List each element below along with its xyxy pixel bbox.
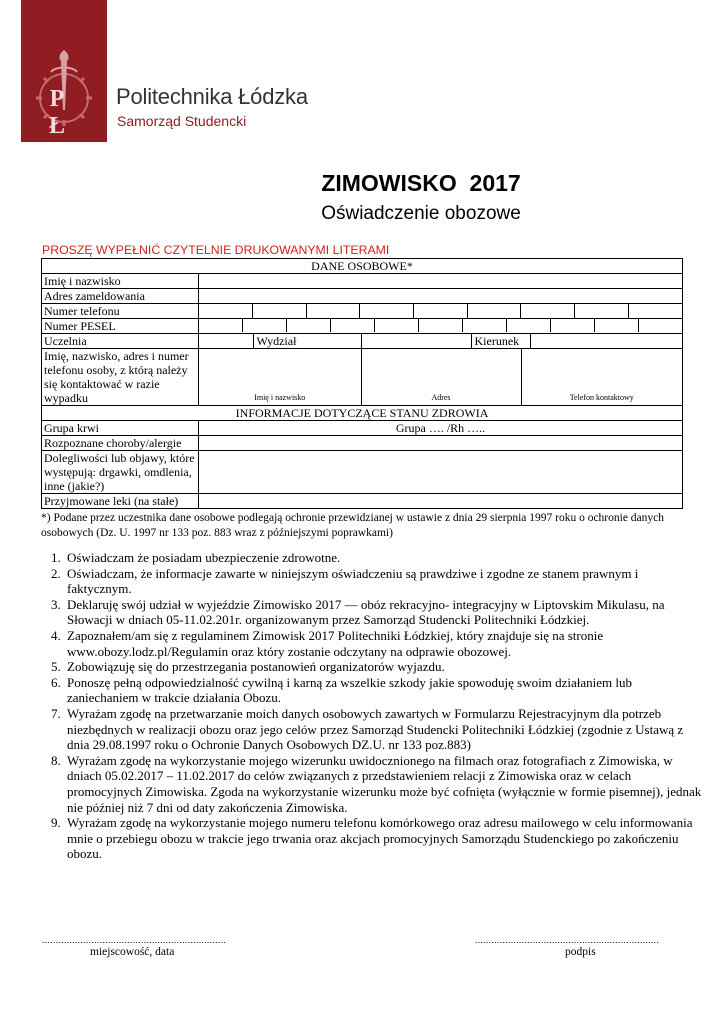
phone-label: Numer telefonu — [42, 304, 199, 319]
blood-type-value: Grupa …. /Rh ….. — [395, 421, 486, 435]
document-subtitle-text: Oświadczenie obozowe — [321, 203, 521, 224]
pesel-digit-box[interactable] — [594, 319, 638, 332]
phone-digit-box[interactable] — [306, 304, 360, 318]
place-date-label: miejscowość, data — [90, 946, 175, 958]
phone-digit-box[interactable] — [253, 304, 307, 318]
document-title-text: ZIMOWISKO 2017 — [321, 170, 521, 196]
emergency-contact-cells — [199, 349, 682, 405]
pesel-digit-box[interactable] — [419, 319, 463, 332]
declaration-item: 9. Wyrażam zgodę na wykorzystanie mojego numeru telefonu komórkowego oraz adresu mailowego w celu informowania mnie o przebiegu obozu w trakcie jego trwania oraz akcjach promocyjnych Samorządu Studenckiego po zakończeniu obozu. — [64, 815, 704, 862]
diseases-field[interactable] — [199, 436, 683, 451]
phone-digit-box[interactable] — [575, 304, 629, 318]
major-label: Kierunek — [471, 334, 530, 348]
instruction-note: PROSZĘ WYPEŁNIĆ CZYTELNIE DRUKOWANYMI LITERAMI — [42, 243, 390, 257]
blood-type-field[interactable] — [199, 421, 683, 436]
emergency-contact-label: Imię, nazwisko, adres i numer telefonu osoby, z którą należy się kontaktować w razie wypadku — [42, 349, 199, 406]
place-date-line[interactable]: ................................................................... — [42, 935, 227, 945]
emergency-phone-caption: Telefon kontaktowy — [569, 393, 634, 402]
declaration-item: 8. Wyrażam zgodę na wykorzystanie mojego wizerunku uwidocznionego na filmach oraz fotografiach z Zimowiska, w dniach 05.02.2017 – 11.02.2017 do celów związanych z przedstawieniem relacji z Zimowiska oraz w celach promocyjnych Zimowiska. Zgoda na wykorzystanie wizerunku może być cofnięta (wyłącznie w formie pisemnej), jednak nie później niż 7 dni od daty zakończenia Zimowiska. — [64, 753, 704, 815]
pesel-digit-box[interactable] — [550, 319, 594, 332]
name-field[interactable] — [199, 274, 683, 289]
pesel-digit-box[interactable] — [375, 319, 419, 332]
university-label: Uczelnia — [42, 334, 199, 349]
medications-field[interactable] — [199, 494, 683, 509]
personal-data-header: DANE OSOBOWE* — [42, 259, 683, 274]
declaration-item: 2. Oświadczam, że informacje zawarte w niniejszym oświadczeniu są prawdziwe i zgodne ze stanem prawnym i faktycznym. — [64, 566, 704, 597]
pesel-field[interactable] — [199, 319, 683, 334]
data-protection-footnote: *) Podane przez uczestnika dane osobowe podlegają ochronie przewidzianej w ustawie z dnia 29 sierpnia 1997 roku o ochronie danych osobowych (Dz. U. 1997 nr 133 poz. 883 wraz z późniejszymi poprawkami) — [41, 512, 665, 539]
emergency-name-caption: Imię i nazwisko — [254, 393, 306, 402]
emergency-address-field[interactable] — [361, 349, 521, 405]
declaration-item: 1. Oświadczam że posiadam ubezpieczenie zdrowotne. — [64, 550, 704, 566]
org-subtitle: Samorząd Studencki — [117, 113, 247, 129]
pesel-digit-boxes — [199, 319, 682, 332]
ailments-label: Dolegliwości lub objawy, które występują: drgawki, omdlenia, inne (jakie?) — [42, 451, 199, 494]
university-row-cells — [199, 334, 682, 348]
logo-letters: P Ł — [48, 86, 79, 139]
university-row — [199, 334, 683, 349]
pesel-digit-box[interactable] — [462, 319, 506, 332]
blood-type-label: Grupa krwi — [42, 421, 199, 436]
declaration-item: 7. Wyrażam zgodę na przetwarzanie moich danych osobowych zawartych w Formularzu Rejestracyjnym dla potrzeb niezbędnych w realizacji obozu oraz jego celów przez Samorząd Studencki Politechniki Łódzkiej (zgodnie z Ustawą z dnia 29.08.1997 roku o Ochronie Danych Osobowych DZ.U. nr 133 poz.883) — [64, 706, 704, 753]
emergency-name-field[interactable] — [199, 349, 361, 405]
ailments-field[interactable] — [199, 451, 683, 494]
declaration-item: 5. Zobowiązuję się do przestrzegania postanowień organizatorów wyjazdu. — [64, 659, 704, 675]
personal-data-form — [41, 258, 683, 509]
declaration-item: 3. Deklaruję swój udział w wyjeździe Zimowisko 2017 — obóz rekracyjno- integracyjny w Liptovskim Mikulasu, na Słowacji w dniach 05-11.02.201r. organizowanym przez Samorząd Studencki Politechniki Łódzkiej. — [64, 597, 704, 628]
pesel-digit-box[interactable] — [331, 319, 375, 332]
emergency-contact-row — [199, 349, 683, 406]
pesel-digit-box[interactable] — [199, 319, 243, 332]
phone-digit-box[interactable] — [360, 304, 414, 318]
phone-digit-box[interactable] — [414, 304, 468, 318]
university-field[interactable] — [199, 334, 253, 348]
pesel-digit-box[interactable] — [638, 319, 682, 332]
signature-label: podpis — [565, 946, 596, 958]
declaration-item: 4. Zapoznałem/am się z regulaminem Zimowisk 2017 Politechniki Łódzkiej, który znajduje się na stronie www.obozy.lodz.pl/Regulamin oraz który zostanie odczytany na odprawie obozowej. — [64, 628, 704, 659]
diseases-label: Rozpoznane choroby/alergie — [42, 436, 199, 451]
pesel-digit-box[interactable] — [243, 319, 287, 332]
signature-line[interactable]: ................................................................... — [475, 935, 660, 945]
emergency-phone-field[interactable] — [521, 349, 682, 405]
phone-digit-box[interactable] — [628, 304, 682, 318]
address-label: Adres zameldowania — [42, 289, 199, 304]
document-title — [0, 170, 725, 197]
declarations-list — [43, 550, 704, 862]
emergency-address-caption: Adres — [431, 393, 451, 402]
faculty-label: Wydział — [253, 334, 361, 348]
major-field[interactable] — [530, 334, 682, 348]
org-name: Politechnika Łódzka — [116, 84, 308, 109]
phone-digit-box[interactable] — [467, 304, 521, 318]
document-subtitle — [0, 203, 725, 225]
health-info-header: INFORMACJE DOTYCZĄCE STANU ZDROWIA — [42, 406, 683, 421]
pesel-digit-box[interactable] — [287, 319, 331, 332]
university-logo — [21, 0, 107, 142]
phone-digit-box[interactable] — [521, 304, 575, 318]
phone-digit-box[interactable] — [199, 304, 253, 318]
pesel-digit-box[interactable] — [506, 319, 550, 332]
pesel-label: Numer PESEL — [42, 319, 199, 334]
faculty-field[interactable] — [361, 334, 471, 348]
phone-field[interactable] — [199, 304, 683, 319]
declaration-item: 6. Ponoszę pełną odpowiedzialność cywilną i karną za wszelkie szkody jakie spowoduję swoim działaniem lub zaniechaniem w trakcie działania Obozu. — [64, 675, 704, 706]
phone-digit-boxes — [199, 304, 682, 318]
medications-label: Przyjmowane leki (na stałe) — [42, 494, 199, 509]
name-label: Imię i nazwisko — [42, 274, 199, 289]
address-field[interactable] — [199, 289, 683, 304]
